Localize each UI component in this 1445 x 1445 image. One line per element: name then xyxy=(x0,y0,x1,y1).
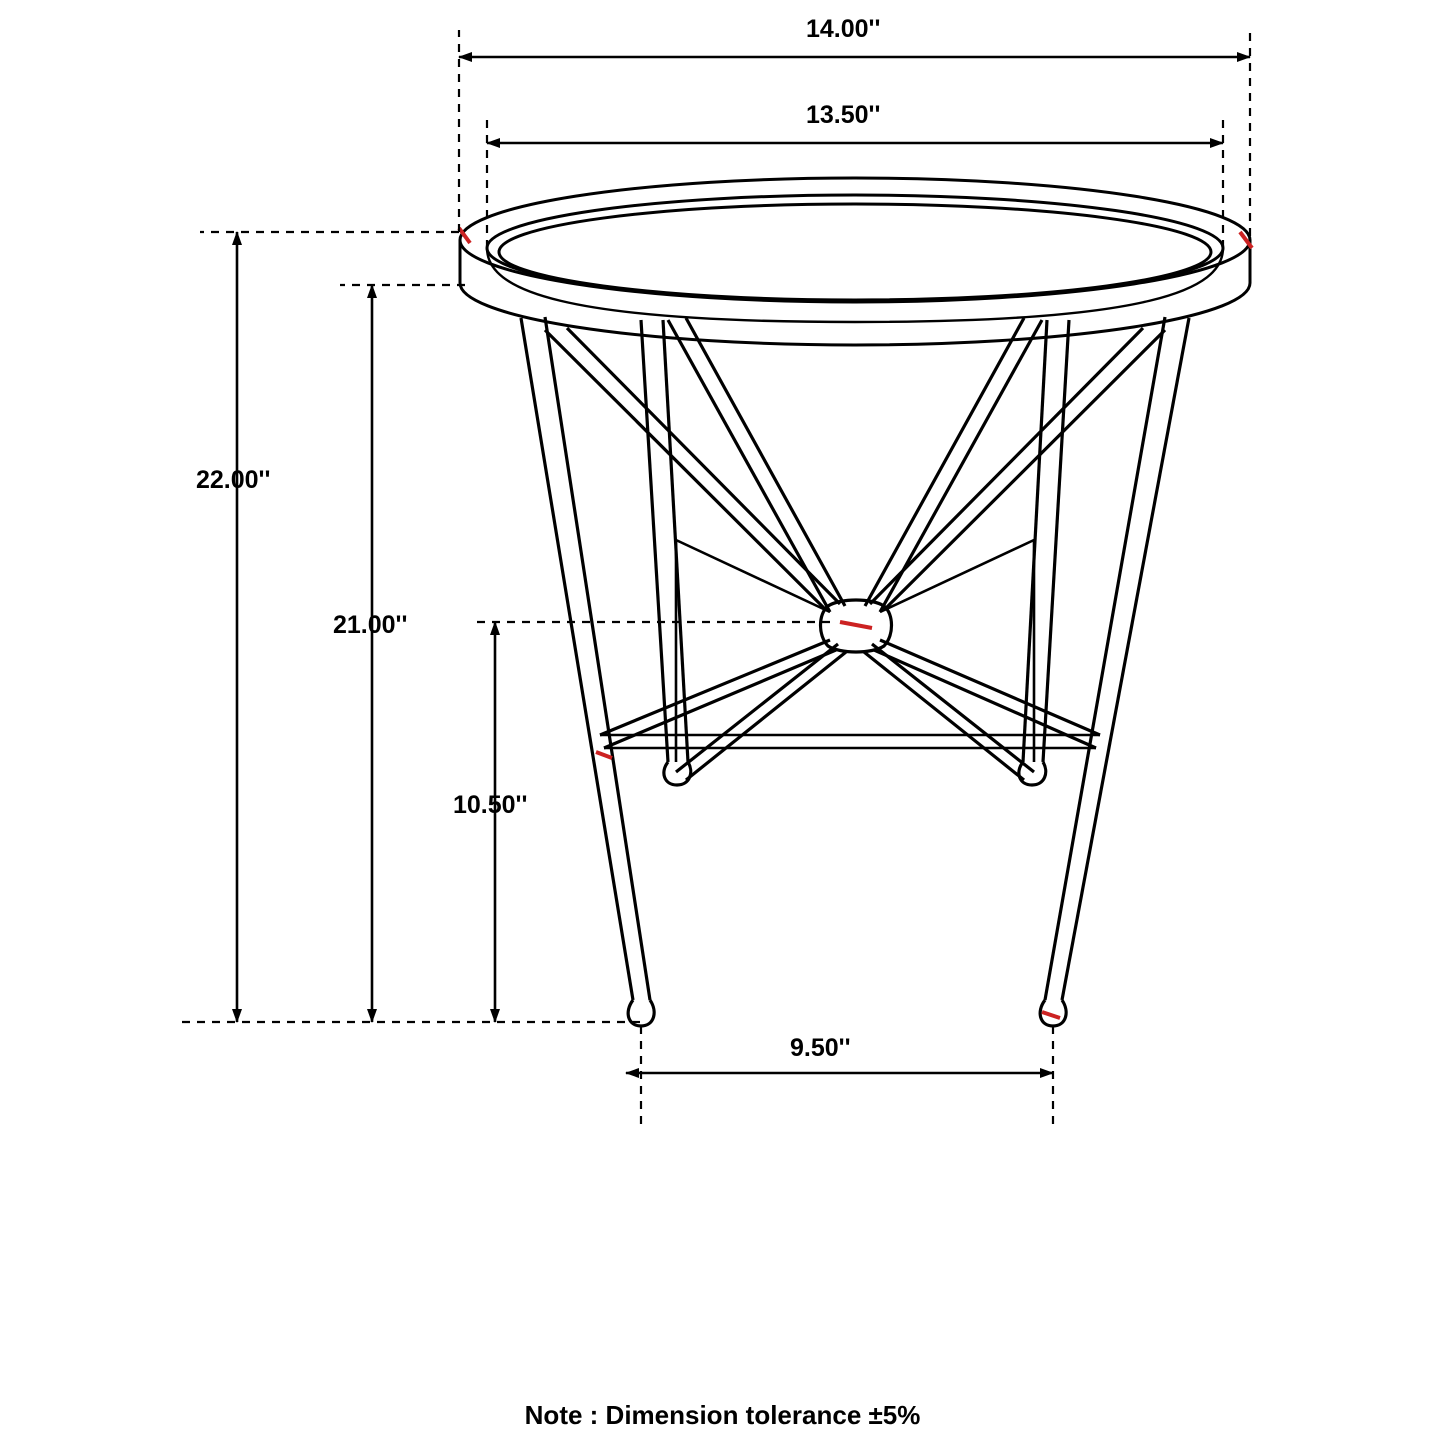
dim-label-top-inner-width: 13.50'' xyxy=(806,101,881,129)
dim-label-lower-height: 10.50'' xyxy=(453,791,528,819)
table-base-frame xyxy=(521,317,1189,1026)
dim-label-foot-span: 9.50'' xyxy=(790,1034,851,1062)
table-top-surface xyxy=(499,204,1211,300)
extension-lines xyxy=(175,30,1250,1130)
dim-label-frame-height: 21.00'' xyxy=(333,611,408,639)
tolerance-note: Note : Dimension tolerance ±5% xyxy=(524,1400,921,1430)
table-illustration xyxy=(459,178,1252,1026)
dimension-lines xyxy=(175,30,1250,1130)
table-top-rim xyxy=(460,240,1250,345)
dim-label-top-outer-width: 14.00'' xyxy=(806,15,881,43)
dim-label-overall-height: 22.00'' xyxy=(196,466,271,494)
